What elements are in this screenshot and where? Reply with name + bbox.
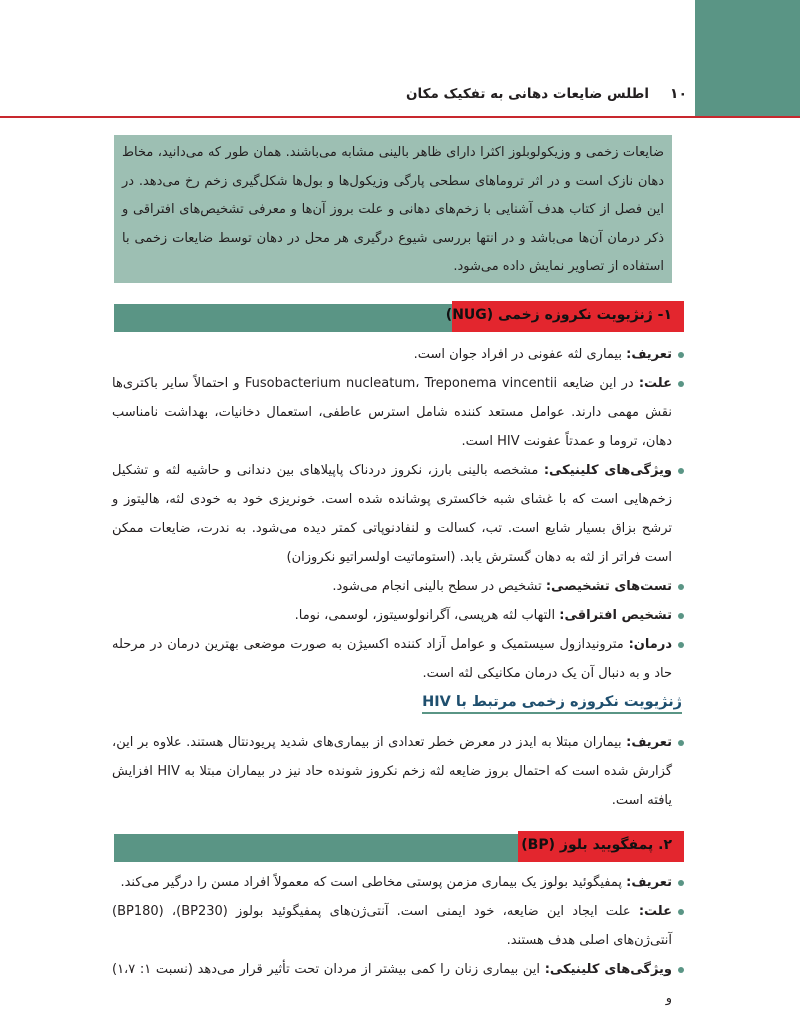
list-item [112, 728, 684, 815]
item-label: تشخیص افتراقی: [559, 608, 672, 623]
running-title: اطلس ضایعات دهانی به تفکیک مکان [406, 86, 649, 102]
item-label: ویژگی‌های کلینیکی: [544, 962, 673, 977]
list-item [112, 601, 684, 630]
list-item [112, 897, 684, 955]
corner-tab [695, 0, 800, 116]
item-text: مترونیدازول سیستمیک و عوامل آزاد کننده اکسیژن به صورت موضعی بهترین درمان در مرحله حاد و به دنبال آن یک درمان مکانیکی لثه است. [112, 637, 672, 681]
page-number: ۱۰ [669, 86, 687, 102]
intro-paragraph: ضایعات زخمی و وزیکولوبلوز اکثرا دارای ظاهر بالینی مشابه می‌باشند. همان طور که می‌دانید، مخاط دهان نازک است و در اثر تروماهای سطحی پارگی وزیکول‌ها و بول‌ها شکل‌گیری زخم رخ می‌دهد. در این فصل از کتاب هدف آشنایی با زخم‌های دهانی و علت بروز آن‌ها و معرفی تشخیص‌های افتراقی و ذکر درمان آن‌ها می‌باشد و در انتها بررسی شیوع درگیری هر محل در دهان توسط ضایعات زخمی با استفاده از تصاویر نمایش داده می‌شود. [122, 145, 664, 274]
item-label: درمان: [628, 637, 672, 652]
list-item [112, 340, 684, 369]
item-label: تست‌های تشخیصی: [545, 579, 672, 594]
item-text: التهاب لثه هرپسی، آگرانولوسیتوز، لوسمی، نوما. [294, 608, 560, 623]
bullet-list-nug [112, 340, 684, 688]
section-heading-nug [114, 304, 684, 332]
item-label: علت: [638, 376, 672, 391]
list-item [112, 955, 684, 1013]
item-text: بیماری لثه عفونی در افراد جوان است. [413, 347, 627, 362]
bullet-list-hiv [112, 728, 684, 815]
item-text: مشخصه بالینی بارز، نکروز دردناک پاپیلاهای بین دندانی و حاشیه لثه و تشکیل زخم‌هایی است که با غشای شبه خاکستری پوشانده شده است. خونریزی خود به خودی لثه، هالیتوز و ترشح بزاق بسیار شایع است. تب، کسالت و لنفادنوپاتی کمتر دیده می‌شود. به ندرت، ضایعات ممکن است فراتر از لثه به دهان گسترش یابد. (استوماتیت اولسراتیو نکروزان) [112, 463, 672, 565]
running-header [0, 86, 695, 110]
section-heading-bp [114, 834, 684, 862]
item-text: بیماران مبتلا به ایدز در معرض خطر تعدادی از بیماری‌های شدید پریودنتال هستند. علاوه بر این، گزارش شده است که احتمال بروز ضایعه لثه زخم نکروز شونده حاد نیز در بیماران مبتلا به HIV افزایش یافته است. [112, 735, 673, 808]
intro-box [114, 135, 672, 283]
list-item [112, 456, 684, 572]
item-text: علت ایجاد این ضایعه، خود ایمنی است. آنتی‌ژن‌های پمفیگوئید بولوز (BP230)، (BP180) آنتی‌ژن‌های اصلی هدف هستند. [112, 904, 672, 948]
item-label: علت: [638, 904, 672, 919]
section-title: ۲. پمفگویید بلوز (BP) [521, 837, 672, 853]
list-item [112, 868, 684, 897]
item-label: تعریف: [626, 875, 672, 890]
item-text: در این ضایعه Fusobacterium nucleatum، Treponema vincentii و احتمالاً سایر باکتری‌ها نقش مهمی دارند. عوامل مستعد کننده شامل استرس عاطفی، استعمال دخانیات، بهداشت نامناسب دهان، تروما و عمدتاً عفونت HIV است. [112, 376, 672, 449]
subsection-heading-hiv: ژنژیویت نکروزه زخمی مرتبط با HIV [422, 694, 682, 714]
item-label: تعریف: [626, 347, 672, 362]
header-rule [0, 116, 800, 118]
list-item [112, 630, 684, 688]
item-text: این بیماری زنان را کمی بیشتر از مردان تحت تأثیر قرار می‌دهد (نسبت ۱: ۱،۷) و [112, 962, 672, 1006]
item-label: تعریف: [626, 735, 672, 750]
item-text: پمفیگوئید بولوز یک بیماری مزمن پوستی مخاطی است که معمولاً افراد مسن را درگیر می‌کند. [120, 875, 627, 890]
list-item [112, 369, 684, 456]
section-title: ۱- ژنژیویت نکروزه زخمی (NUG) [445, 307, 672, 323]
bullet-list-bp [112, 868, 684, 1013]
item-text: تشخیص در سطح بالینی انجام می‌شود. [332, 579, 546, 594]
list-item [112, 572, 684, 601]
item-label: ویژگی‌های کلینیکی: [543, 463, 672, 478]
